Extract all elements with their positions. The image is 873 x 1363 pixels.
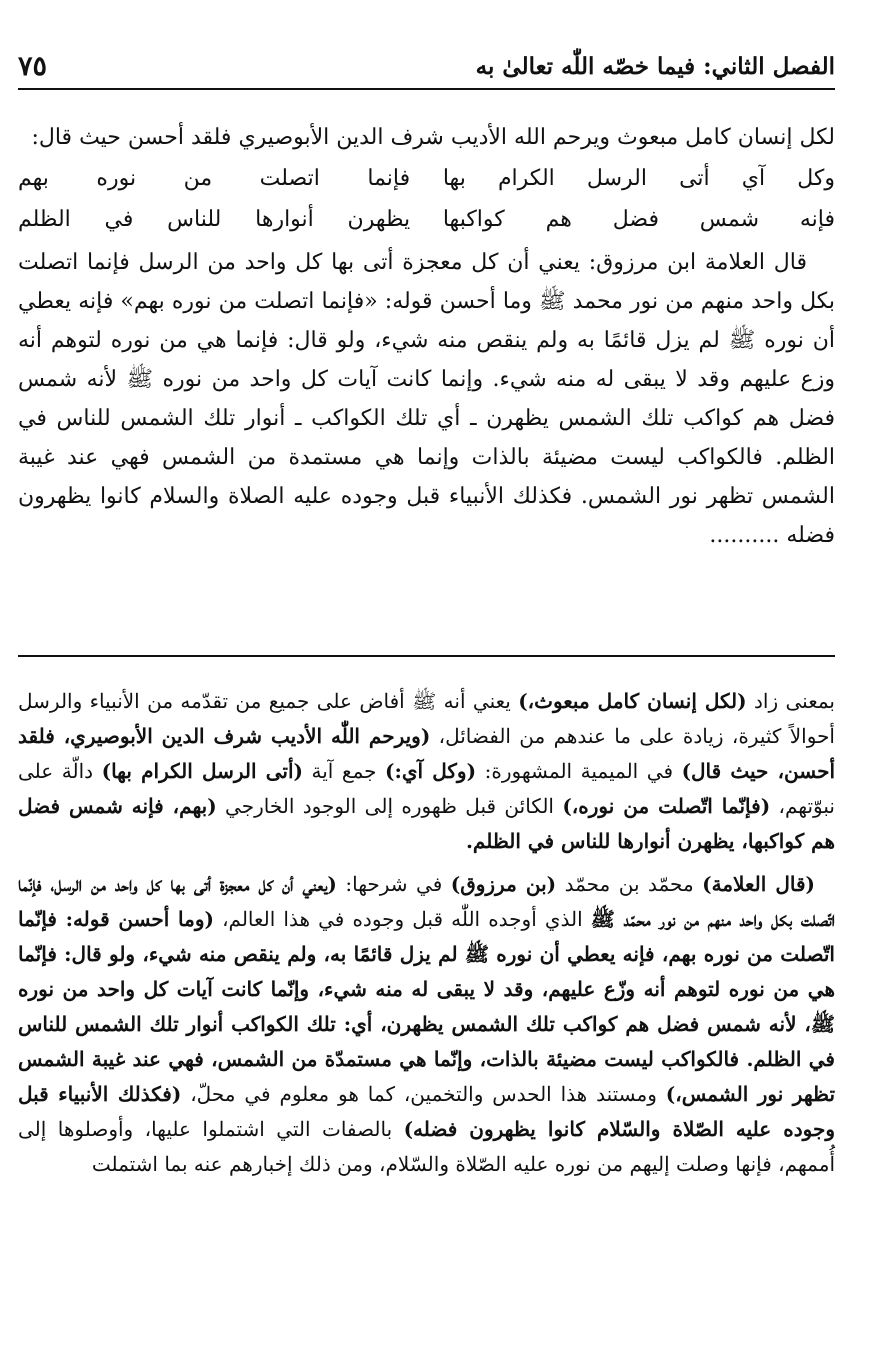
verse-2-second-hemistich: يظهرن أنوارها للناس في الظلم [18,207,411,232]
commentary-segment: الذي أوجده اللّٰه قبل وجوده في هذا العالم، [213,907,591,931]
page-number: ٧٥ [18,51,48,82]
main-text [18,118,835,555]
commentary-segment: (بهم، فإنه شمس فضل هم كواكبها، يظهرن أنوارها للناس في الظلم. [18,794,835,853]
commentary-segment: الكائن قبل ظهوره إلى الوجود الخارجي [216,794,563,818]
chapter-title: الفصل الثاني: فيما خصّه اللّٰه تعالىٰ به [475,53,835,80]
page-header [18,38,835,90]
verse-2-first-hemistich: فإنه شمس فضل هم كواكبها [442,207,835,232]
commentary-segment: (فكذلك الأنبياء قبل وجوده عليه الصّلاة والسّلام كانوا يظهرون فضله) [18,1082,835,1141]
poem-verse-2 [18,200,835,239]
commentary-segment: (قال العلامة) [702,872,815,896]
commentary-segment: في شرحها: [336,872,451,896]
commentary-segment: (ويرحم اللّٰه الأديب شرف الدين الأبوصيري، فلقد أحسن، حيث قال) [18,724,836,783]
main-paragraph-2: قال العلامة ابن مرزوق: يعني أن كل معجزة أتى بها كل واحد من الرسل فإنما اتصلت بكل واحد منهم من نور محمد ﷺ وما أحسن قوله: «فإنما اتصلت من نوره بهم» فإنه يعطي أن نوره ﷺ لم يزل قائمًا به ولم ينقص منه شيء، ولو قال: فإنما هي من نوره لتوهم أنه وزع عليهم وقد لا يبقى له منه شيء. وإنما كانت آيات كل واحد من نوره ﷺ لأنه شمس فضل هم كواكب تلك الشمس يظهرن ـ أي تلك الكواكب ـ أنوار تلك الشمس للناس في الظلم. فالكواكب ليست مضيئة بالذات وإنما هي مستمدة من الشمس فهي عند غيبة الشمس تظهر نور الشمس. فكذلك الأنبياء قبل وجوده عليه الصلاة والسلام كانوا يظهرون فضله .......... [18,250,835,548]
commentary-segment: بالصفات التي اشتملوا عليها، وأوصلوها إلى أُممهم، فإنها وصلت إليهم من نوره عليه الصّلاة والسّلام، ومن ذلك إخبارهم عنه بما اشتملت [18,1117,835,1176]
commentary-segment: (بن مرزوق) [450,872,557,896]
commentary-segment: دالّة على نبوّتهم، [18,759,835,818]
commentary-segment: يعني أنه ﷺ أفاض على جميع من تقدّمه من الأنبياء والرسل أحوالاً كثيرة، زيادة على ما عندهم من الفضائل، [18,689,835,748]
poem-verse-1 [18,159,835,198]
commentary-segment: في الميمية المشهورة: [476,759,682,783]
commentary-segment: محمّد بن محمّد [556,872,703,896]
commentary-segment: (وما أحسن قوله: فإنّما اتّصلت من نوره بهم، فإنه يعطي أن نوره ﷺ لم يزل قائمًا به، ولم ينقص منه شيء، ولو قال: فإنّما هي من نوره لتوهم أنه وزّع عليهم، وقد لا يبقى له منه شيء، وإنّما كانت آيات كل واحد من نوره ﷺ، لأنه شمس فضل هم كواكب تلك الشمس يظهرن، أي: تلك الكواكب أنوار تلك الشمس للناس في الظلم. فالكواكب ليست مضيئة بالذات، وإنّما هي مستمدّة من الشمس، فهي عند غيبة الشمس تظهر نور الشمس،) [18,907,836,1106]
commentary [18,684,835,1182]
verse-1-first-hemistich: وكل آي أتى الرسل الكرام بها [442,166,835,191]
commentary-paragraph-1 [18,684,835,859]
commentary-segment: (أتى الرسل الكرام بها) [101,759,303,783]
commentary-segment: بمعنى زاد [746,689,835,713]
commentary-segment: (لكل إنسان كامل مبعوث،) [518,689,747,713]
commentary-segment: (وكل آي:) [385,759,477,783]
commentary-segment: (فإنّما اتّصلت من نوره،) [562,794,771,818]
separator-rule [18,655,835,657]
commentary-segment: ومستند هذا الحدس والتخمين، كما هو معلوم في محلّ، [181,1082,666,1106]
verse-1-second-hemistich: فإنما اتصلت من نوره بهم [18,166,411,191]
commentary-paragraph-2 [18,867,835,1182]
commentary-segment: (يعني أن كل معجزة أتى بها كل واحد من الرسل، فإنّما اتّصلت بكل واحد منهم من نور محمّد ﷺ [18,872,835,931]
main-paragraph-1: لكل إنسان كامل مبعوث ويرحم الله الأديب شرف الدين الأبوصيري فلقد أحسن حيث قال: [31,125,835,150]
commentary-segment: جمع آية [302,759,386,783]
